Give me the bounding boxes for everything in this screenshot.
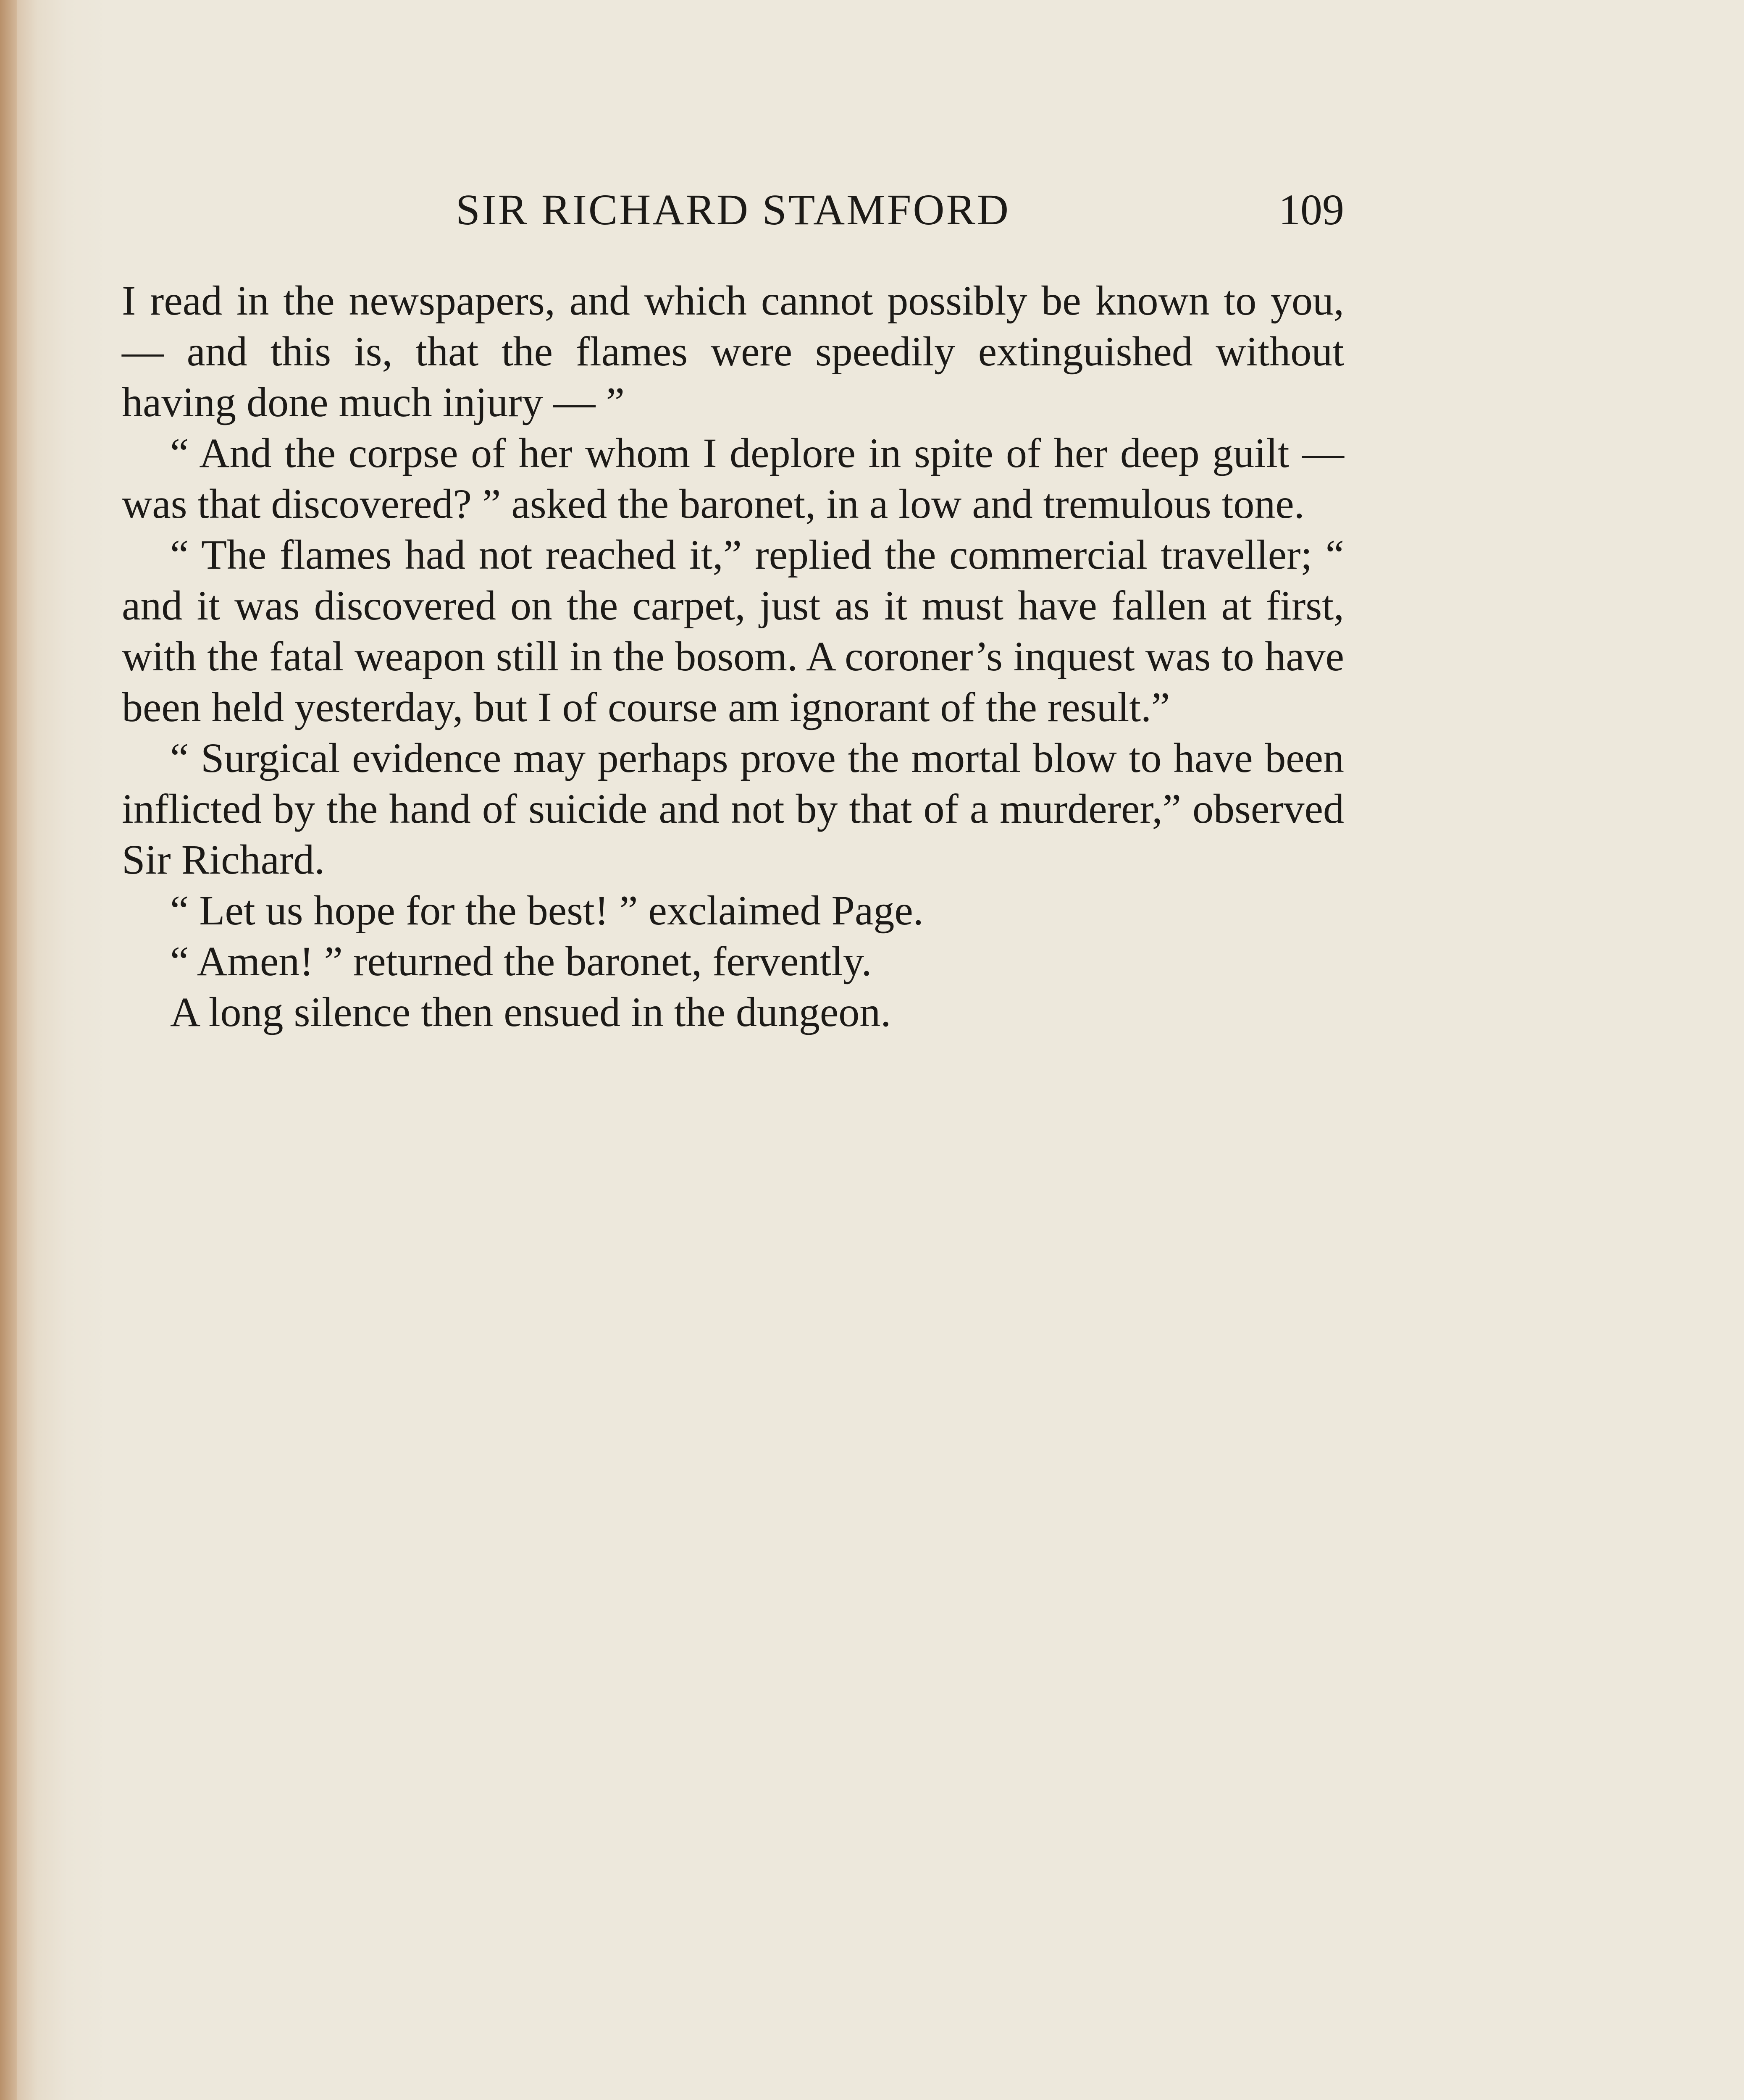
paragraph: “ Amen! ” returned the baronet, fervently. bbox=[170, 938, 872, 984]
paragraph: “ And the corpse of her whom I deplore in spite of her deep guilt — was that discovered? ” asked the baronet, in a low and tremulous tone. bbox=[122, 430, 1344, 527]
paragraph: “ Surgical evidence may perhaps prove the mortal blow to have been inflicted by the hand of suicide and not by that of a murderer,” observed Sir Richard. bbox=[122, 735, 1344, 883]
paragraph: A long silence then ensued in the dungeon. bbox=[170, 989, 891, 1035]
page-gutter bbox=[0, 0, 17, 2100]
paragraph: “ Let us hope for the best! ” exclaimed Page. bbox=[170, 887, 924, 934]
running-head bbox=[122, 181, 1344, 239]
body-text bbox=[122, 275, 1344, 1037]
paragraph: “ The flames had not reached it,” replied the commercial traveller; “ and it was discovered on the carpet, just as it must have fallen at first, with the fatal weapon still in the bosom. A coroner’s inquest was to have been held yesterday, but I of course am ignorant of the result.” bbox=[122, 531, 1344, 730]
paragraph: I read in the newspapers, and which cannot possibly be known to you, — and this is, that the flames were speedily extinguished without having done much injury — ” bbox=[122, 277, 1344, 425]
running-title: SIR RICHARD STAMFORD bbox=[456, 186, 1010, 234]
page-number: 109 bbox=[1279, 186, 1344, 234]
